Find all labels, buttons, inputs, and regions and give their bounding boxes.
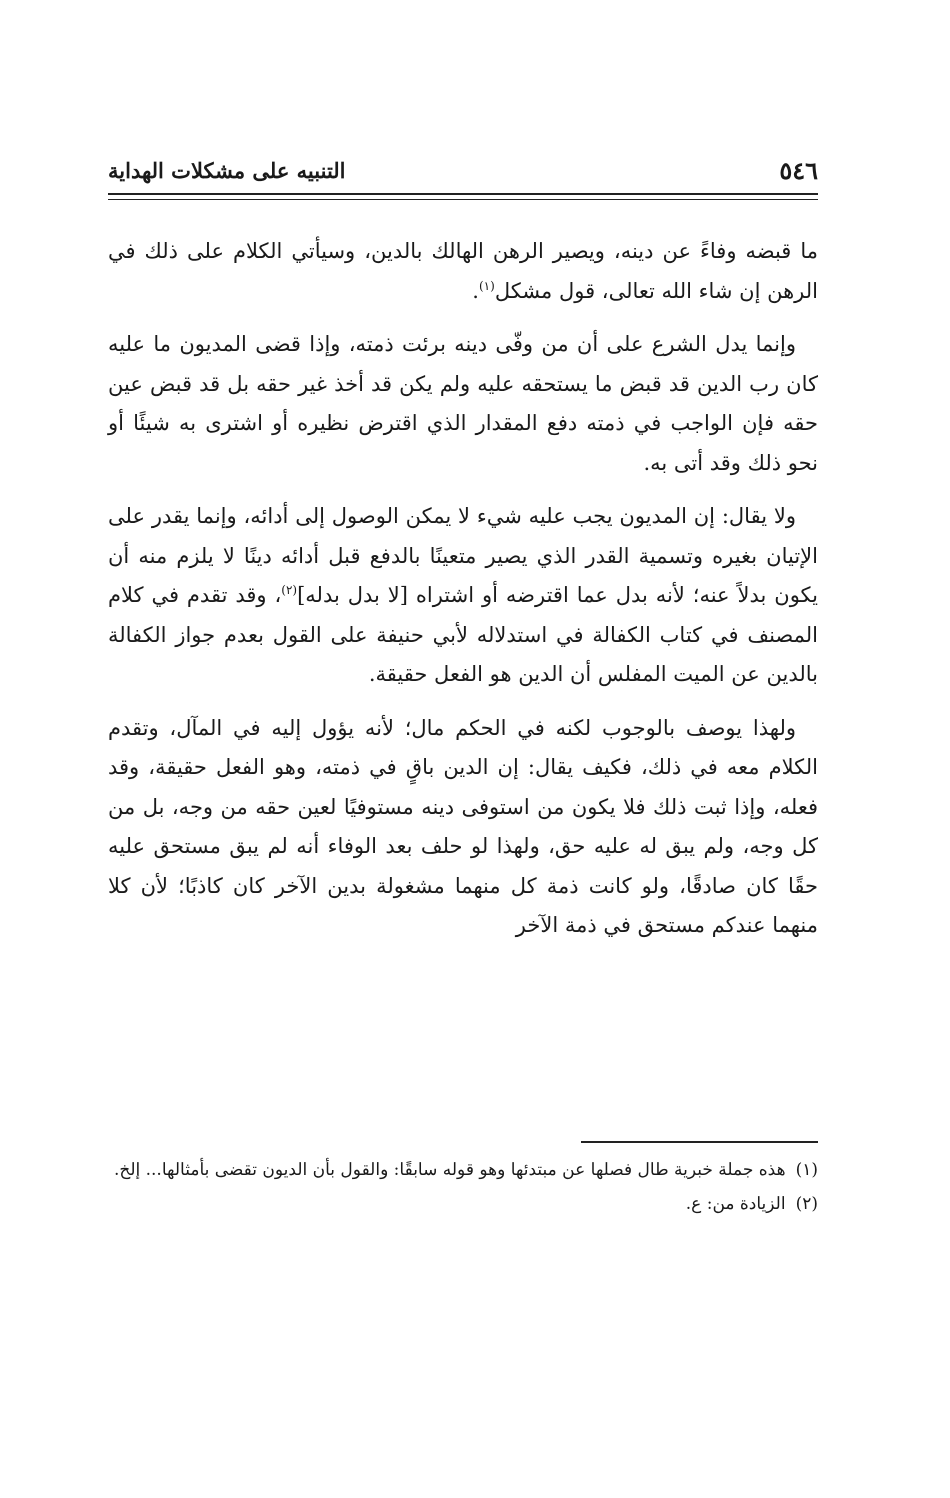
footnote-separator: [581, 1141, 818, 1143]
footnote-2-text: الزيادة من: ع.: [685, 1194, 786, 1214]
footnotes: [108, 1155, 818, 1223]
footnote-2: [108, 1189, 818, 1219]
paragraph-3: [108, 497, 818, 695]
footnote-ref-1: (١): [478, 278, 495, 293]
header-rule-thin: [108, 199, 818, 200]
header-rule-thick: [108, 193, 818, 195]
running-header: [108, 150, 818, 190]
paragraph-4: ولهذا يوصف بالوجوب لكنه في الحكم مال؛ لأنه يؤول إليه في المآل، وتقدم الكلام معه في ذلك، فكيف يقال: إن الدين باقٍ في ذمته، وهو الفعل حقيقة، وقد فعله، وإذا ثبت ذلك فلا يكون من استوفى دينه مستوفيًا لعين حقه من وجه، بل من كل وجه، ولم يبق له عليه حق، ولهذا لو حلف بعد الوفاء أنه لم يبق مستحق عليه حقًا كان صادقًا، ولو كانت ذمة كل منهما مشغولة بدين الآخر كان كاذبًا؛ لأن كلا منهما عندكم مستحق في ذمة الآخر: [108, 715, 818, 937]
book-title: التنبيه على مشكلات الهداية: [108, 157, 346, 183]
footnote-1-number: (١): [795, 1160, 818, 1180]
paragraph-2: وإنما يدل الشرع على أن من وفّى دينه برئت ذمته، وإذا قضى المديون ما عليه كان رب الدين قد قبض ما يستحقه عليه ولم يكن قد أخذ غير حقه بل قد قبض عين حقه فإن الواجب في ذمته دفع المقدار الذي اقترض نظيره أو اشترى به شيئًا أو نحو ذلك وقد أتى به.: [108, 332, 818, 475]
footnote-1: [108, 1155, 818, 1185]
paragraph-3-continuation: ، وقد تقدم في كلام المصنف في كتاب الكفالة في استدلاله لأبي حنيفة على القول بعدم جواز الكفالة بالدين عن الميت المفلس أن الدين هو الفعل حقيقة.: [108, 583, 818, 686]
page-number: ٥٤٦: [779, 155, 818, 185]
paragraph-3-text: ولا يقال: إن المديون يجب عليه شيء لا يمكن الوصول إلى أدائه، وإنما يقدر على الإتيان بغيره وتسمية القدر الذي يصير متعينًا بالدفع قبل أدائه دينًا لا يلزم منه أن يكون بدلاً عنه؛ لأنه بدل عما اقترضه أو اشتراه [لا بدل بدله]: [108, 504, 818, 607]
paragraph-1: [108, 232, 818, 311]
paragraph-1-text: ما قبضه وفاءً عن دينه، ويصير الرهن الهالك بالدين، وسيأتي الكلام على ذلك في الرهن إن شاء الله تعالى، قول مشكل: [108, 239, 818, 303]
footnote-2-number: (٢): [795, 1194, 818, 1214]
book-page: [108, 0, 818, 1498]
footnote-1-text: هذه جملة خبرية طال فصلها عن مبتدئها وهو قوله سابقًا: والقول بأن الديون تقضى بأمثالها... إلخ.: [113, 1160, 786, 1180]
main-text: [108, 232, 818, 960]
footnote-ref-2: (٢): [281, 583, 298, 597]
paragraph-1-end: .: [472, 278, 479, 303]
